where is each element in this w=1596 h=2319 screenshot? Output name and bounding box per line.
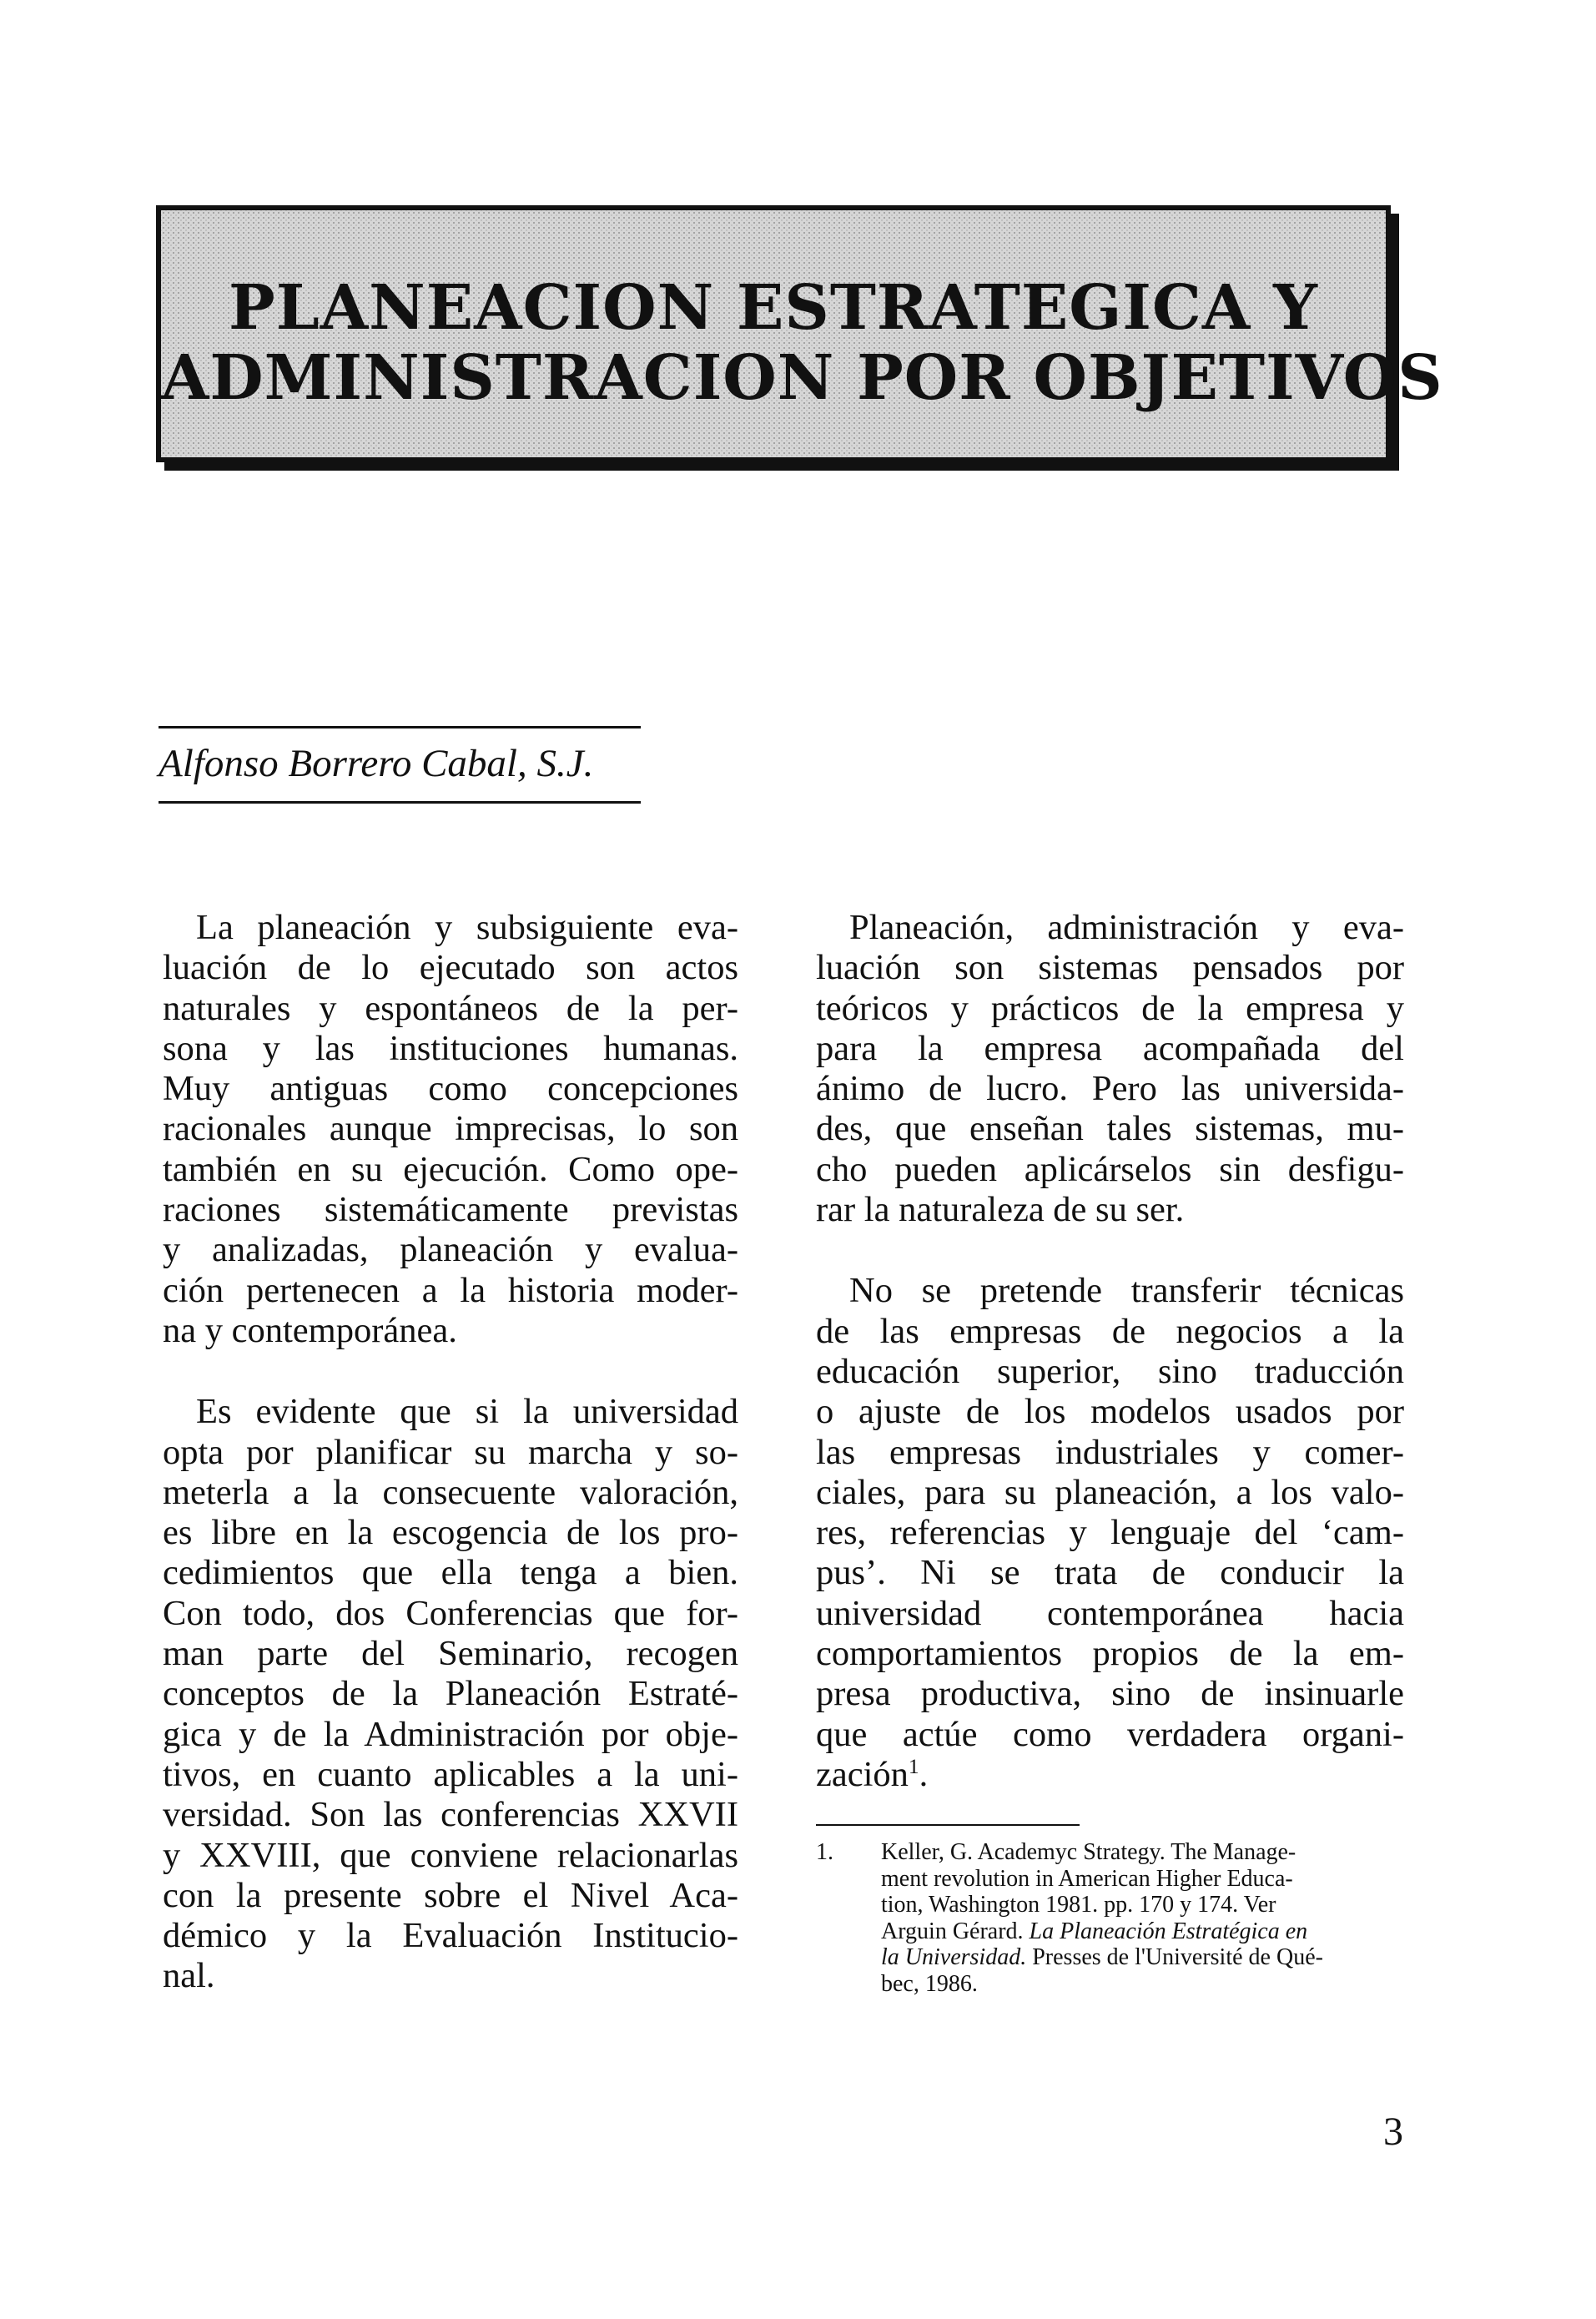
right-column — [816, 908, 1404, 1836]
footnote-number: 1. — [816, 1839, 833, 1865]
page-number: 3 — [1383, 2110, 1403, 2154]
footnote-rule — [816, 1824, 1080, 1826]
footnote-reference[interactable]: 1 — [908, 1753, 919, 1778]
paragraph: No se pretende transferir técnicas de las empresas de negocios a la educación superior, sino traducción o ajuste de los modelos usados por las empresas industriales y comer- ciales, para su planeación, a los valo- res, referencias y lenguaje del ‘cam- pus’. Ni se trata de conducir la universidad contemporánea hacia comportamientos propios de la em- presa productiva, sino de insinuarle que actúe como verdadera organi- zación$^1$. — [816, 1271, 1404, 1794]
paragraph: Planeación, administración y eva- luación son sistemas pensados por teóricos y prácticos de la empresa y para la empresa acompañada del ánimo de lucro. Pero las universida- des, que enseñan tales sistemas, mu- cho pueden aplicárselos sin desfigu- rar la naturaleza de su ser. — [816, 908, 1404, 1230]
paragraph: La planeación y subsiguiente eva- luación de lo ejecutado son actos naturales y espontáneos de la per- sona y las instituciones humanas. Muy antiguas como concepciones racionales aunque imprecisas, lo son también en su ejecución. Como ope- raciones sistemáticamente previstas y analizadas, planeación y evalua- ción pertenecen a la historia moder- na y contemporánea. — [163, 908, 738, 1350]
paragraph: Es evidente que si la universidad opta por planificar su marcha y so- meterla a la consecuente valoración, es libre en la escogencia de los pro- cedimientos que ella tenga a bien. Con todo, dos Conferencias que for- man parte del Seminario, recogen conceptos de la Planeación Estraté- gica y de la Administración por obje- tivos, en cuanto aplicables a la uni- versidad. Son las conferencias XXVII y XXVIII, que conviene relacionarlas con la presente sobre el Nivel Aca- démico y la Evaluación Institucio- nal. — [163, 1392, 738, 1996]
title-line-1: PLANEACION ESTRATEGICA Y — [229, 272, 1318, 344]
title-line-2: ADMINISTRACION POR OBJETIVOS — [161, 342, 1443, 414]
title-box — [156, 205, 1443, 462]
left-column — [163, 908, 738, 2038]
author-name: Alfonso Borrero Cabal, S.J. — [159, 742, 594, 785]
author-rule-bottom — [159, 801, 641, 804]
author-rule-top — [159, 726, 641, 728]
footnote-text: Keller, G. Academyc Strategy. The Manage- ment revolution in American Higher Educa- tion, Washington 1981. pp. 170 y 174. Ver Arguin Gérard. La Planeación Estratégica en la Universidad. Presses de l'Université de Qué- bec, 1986. — [881, 1839, 1323, 1997]
